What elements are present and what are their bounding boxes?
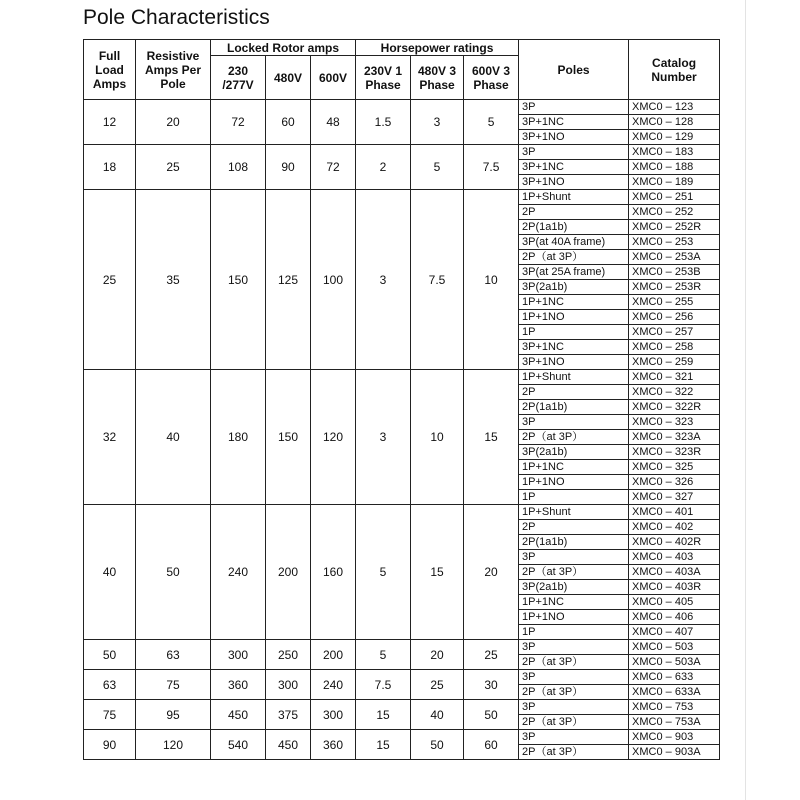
header-lr-480: 480V <box>266 56 311 100</box>
catalog-number-cell: XMC0 – 401 <box>629 505 720 520</box>
catalog-number-cell: XMC0 – 633A <box>629 685 720 700</box>
horsepower-480-cell: 20 <box>411 640 464 670</box>
locked-rotor-600-cell: 200 <box>311 640 356 670</box>
poles-cell: 2P(1a1b) <box>519 400 629 415</box>
locked-rotor-230-cell: 180 <box>211 370 266 505</box>
horsepower-600-cell: 30 <box>464 670 519 700</box>
catalog-number-cell: XMC0 – 326 <box>629 475 720 490</box>
page-title: Pole Characteristics <box>83 6 270 29</box>
horsepower-600-cell: 50 <box>464 700 519 730</box>
poles-cell: 2P(1a1b) <box>519 535 629 550</box>
header-hp-230: 230V 1 Phase <box>356 56 411 100</box>
locked-rotor-230-cell: 108 <box>211 145 266 190</box>
catalog-number-cell: XMC0 – 323A <box>629 430 720 445</box>
full-load-amps-cell: 12 <box>84 100 136 145</box>
poles-cell: 3P+1NC <box>519 160 629 175</box>
poles-cell: 3P+1NO <box>519 175 629 190</box>
poles-cell: 3P(2a1b) <box>519 280 629 295</box>
full-load-amps-cell: 25 <box>84 190 136 370</box>
catalog-number-cell: XMC0 – 327 <box>629 490 720 505</box>
header-lr-230: 230 /277V <box>211 56 266 100</box>
catalog-number-cell: XMC0 – 903A <box>629 745 720 760</box>
horsepower-230-cell: 1.5 <box>356 100 411 145</box>
poles-cell: 2P <box>519 205 629 220</box>
poles-cell: 1P+Shunt <box>519 190 629 205</box>
locked-rotor-230-cell: 300 <box>211 640 266 670</box>
table-row <box>84 730 720 745</box>
poles-cell: 1P+Shunt <box>519 370 629 385</box>
catalog-number-cell: XMC0 – 503A <box>629 655 720 670</box>
poles-cell: 3P(at 40A frame) <box>519 235 629 250</box>
catalog-number-cell: XMC0 – 128 <box>629 115 720 130</box>
locked-rotor-600-cell: 120 <box>311 370 356 505</box>
poles-cell: 1P <box>519 325 629 340</box>
poles-cell: 1P+1NC <box>519 295 629 310</box>
locked-rotor-480-cell: 300 <box>266 670 311 700</box>
poles-cell: 3P <box>519 100 629 115</box>
locked-rotor-480-cell: 450 <box>266 730 311 760</box>
catalog-number-cell: XMC0 – 405 <box>629 595 720 610</box>
catalog-number-cell: XMC0 – 406 <box>629 610 720 625</box>
poles-cell: 3P+1NC <box>519 340 629 355</box>
locked-rotor-230-cell: 360 <box>211 670 266 700</box>
catalog-number-cell: XMC0 – 253A <box>629 250 720 265</box>
catalog-number-cell: XMC0 – 325 <box>629 460 720 475</box>
poles-cell: 2P（at 3P） <box>519 250 629 265</box>
poles-cell: 3P <box>519 550 629 565</box>
poles-cell: 3P <box>519 145 629 160</box>
header-hp-600: 600V 3 Phase <box>464 56 519 100</box>
resistive-amps-cell: 75 <box>136 670 211 700</box>
pole-characteristics-table <box>83 39 720 760</box>
table-row <box>84 505 720 520</box>
horsepower-480-cell: 25 <box>411 670 464 700</box>
full-load-amps-cell: 50 <box>84 640 136 670</box>
horsepower-480-cell: 15 <box>411 505 464 640</box>
poles-cell: 1P <box>519 490 629 505</box>
poles-cell: 1P+1NC <box>519 460 629 475</box>
catalog-number-cell: XMC0 – 753A <box>629 715 720 730</box>
poles-cell: 2P（at 3P） <box>519 685 629 700</box>
poles-cell: 3P <box>519 730 629 745</box>
catalog-number-cell: XMC0 – 253 <box>629 235 720 250</box>
header-hp-480: 480V 3 Phase <box>411 56 464 100</box>
resistive-amps-cell: 20 <box>136 100 211 145</box>
catalog-number-cell: XMC0 – 753 <box>629 700 720 715</box>
locked-rotor-480-cell: 375 <box>266 700 311 730</box>
horsepower-230-cell: 7.5 <box>356 670 411 700</box>
locked-rotor-230-cell: 540 <box>211 730 266 760</box>
horsepower-600-cell: 25 <box>464 640 519 670</box>
horsepower-480-cell: 5 <box>411 145 464 190</box>
catalog-number-cell: XMC0 – 503 <box>629 640 720 655</box>
table-row <box>84 100 720 115</box>
horsepower-230-cell: 2 <box>356 145 411 190</box>
catalog-number-cell: XMC0 – 129 <box>629 130 720 145</box>
resistive-amps-cell: 63 <box>136 640 211 670</box>
header-horsepower-ratings: Horsepower ratings <box>356 40 519 56</box>
horsepower-230-cell: 3 <box>356 370 411 505</box>
full-load-amps-cell: 63 <box>84 670 136 700</box>
catalog-number-cell: XMC0 – 253R <box>629 280 720 295</box>
table-row <box>84 640 720 655</box>
full-load-amps-cell: 75 <box>84 700 136 730</box>
locked-rotor-600-cell: 72 <box>311 145 356 190</box>
resistive-amps-cell: 35 <box>136 190 211 370</box>
poles-cell: 2P(1a1b) <box>519 220 629 235</box>
catalog-number-cell: XMC0 – 403R <box>629 580 720 595</box>
header-lr-600: 600V <box>311 56 356 100</box>
table-body <box>84 100 720 760</box>
catalog-number-cell: XMC0 – 183 <box>629 145 720 160</box>
catalog-number-cell: XMC0 – 323 <box>629 415 720 430</box>
table-row <box>84 700 720 715</box>
resistive-amps-cell: 50 <box>136 505 211 640</box>
poles-cell: 1P+1NO <box>519 310 629 325</box>
poles-cell: 1P+1NO <box>519 475 629 490</box>
poles-cell: 3P(at 25A frame) <box>519 265 629 280</box>
locked-rotor-600-cell: 160 <box>311 505 356 640</box>
horsepower-600-cell: 5 <box>464 100 519 145</box>
catalog-number-cell: XMC0 – 188 <box>629 160 720 175</box>
poles-cell: 2P（at 3P） <box>519 430 629 445</box>
locked-rotor-600-cell: 48 <box>311 100 356 145</box>
catalog-number-cell: XMC0 – 259 <box>629 355 720 370</box>
locked-rotor-480-cell: 90 <box>266 145 311 190</box>
catalog-number-cell: XMC0 – 189 <box>629 175 720 190</box>
poles-cell: 2P（at 3P） <box>519 565 629 580</box>
catalog-number-cell: XMC0 – 251 <box>629 190 720 205</box>
poles-cell: 3P <box>519 700 629 715</box>
poles-cell: 3P(2a1b) <box>519 580 629 595</box>
horsepower-230-cell: 5 <box>356 640 411 670</box>
header-catalog-number: Catalog Number <box>629 40 720 100</box>
page-edge-divider <box>745 0 746 800</box>
locked-rotor-480-cell: 60 <box>266 100 311 145</box>
catalog-number-cell: XMC0 – 258 <box>629 340 720 355</box>
catalog-number-cell: XMC0 – 123 <box>629 100 720 115</box>
locked-rotor-480-cell: 125 <box>266 190 311 370</box>
poles-cell: 2P（at 3P） <box>519 715 629 730</box>
resistive-amps-cell: 120 <box>136 730 211 760</box>
horsepower-230-cell: 5 <box>356 505 411 640</box>
locked-rotor-230-cell: 450 <box>211 700 266 730</box>
header-poles: Poles <box>519 40 629 100</box>
horsepower-480-cell: 40 <box>411 700 464 730</box>
poles-cell: 1P+Shunt <box>519 505 629 520</box>
catalog-number-cell: XMC0 – 323R <box>629 445 720 460</box>
horsepower-600-cell: 60 <box>464 730 519 760</box>
locked-rotor-600-cell: 360 <box>311 730 356 760</box>
table-row <box>84 145 720 160</box>
catalog-number-cell: XMC0 – 633 <box>629 670 720 685</box>
locked-rotor-230-cell: 240 <box>211 505 266 640</box>
horsepower-480-cell: 10 <box>411 370 464 505</box>
catalog-number-cell: XMC0 – 252R <box>629 220 720 235</box>
table-row <box>84 670 720 685</box>
catalog-number-cell: XMC0 – 407 <box>629 625 720 640</box>
table-row <box>84 370 720 385</box>
poles-cell: 2P <box>519 520 629 535</box>
poles-cell: 3P <box>519 415 629 430</box>
poles-cell: 3P+1NO <box>519 355 629 370</box>
locked-rotor-600-cell: 100 <box>311 190 356 370</box>
full-load-amps-cell: 32 <box>84 370 136 505</box>
poles-cell: 3P <box>519 670 629 685</box>
catalog-number-cell: XMC0 – 402 <box>629 520 720 535</box>
horsepower-600-cell: 7.5 <box>464 145 519 190</box>
catalog-number-cell: XMC0 – 903 <box>629 730 720 745</box>
horsepower-480-cell: 50 <box>411 730 464 760</box>
poles-cell: 1P <box>519 625 629 640</box>
full-load-amps-cell: 18 <box>84 145 136 190</box>
horsepower-230-cell: 3 <box>356 190 411 370</box>
catalog-number-cell: XMC0 – 322 <box>629 385 720 400</box>
poles-cell: 3P+1NC <box>519 115 629 130</box>
catalog-number-cell: XMC0 – 403A <box>629 565 720 580</box>
horsepower-600-cell: 20 <box>464 505 519 640</box>
horsepower-230-cell: 15 <box>356 730 411 760</box>
catalog-number-cell: XMC0 – 321 <box>629 370 720 385</box>
full-load-amps-cell: 90 <box>84 730 136 760</box>
locked-rotor-480-cell: 150 <box>266 370 311 505</box>
poles-cell: 3P+1NO <box>519 130 629 145</box>
table-row <box>84 190 720 205</box>
header-locked-rotor-amps: Locked Rotor amps <box>211 40 356 56</box>
horsepower-480-cell: 3 <box>411 100 464 145</box>
header-resistive-amps: Resistive Amps Per Pole <box>136 40 211 100</box>
poles-cell: 2P（at 3P） <box>519 655 629 670</box>
locked-rotor-600-cell: 240 <box>311 670 356 700</box>
horsepower-600-cell: 10 <box>464 190 519 370</box>
full-load-amps-cell: 40 <box>84 505 136 640</box>
poles-cell: 3P <box>519 640 629 655</box>
header-full-load-amps: Full Load Amps <box>84 40 136 100</box>
horsepower-230-cell: 15 <box>356 700 411 730</box>
poles-cell: 3P(2a1b) <box>519 445 629 460</box>
locked-rotor-480-cell: 250 <box>266 640 311 670</box>
catalog-number-cell: XMC0 – 257 <box>629 325 720 340</box>
resistive-amps-cell: 40 <box>136 370 211 505</box>
poles-cell: 2P <box>519 385 629 400</box>
catalog-number-cell: XMC0 – 402R <box>629 535 720 550</box>
horsepower-480-cell: 7.5 <box>411 190 464 370</box>
locked-rotor-600-cell: 300 <box>311 700 356 730</box>
locked-rotor-230-cell: 150 <box>211 190 266 370</box>
resistive-amps-cell: 25 <box>136 145 211 190</box>
resistive-amps-cell: 95 <box>136 700 211 730</box>
locked-rotor-480-cell: 200 <box>266 505 311 640</box>
catalog-number-cell: XMC0 – 255 <box>629 295 720 310</box>
poles-cell: 1P+1NC <box>519 595 629 610</box>
catalog-number-cell: XMC0 – 403 <box>629 550 720 565</box>
locked-rotor-230-cell: 72 <box>211 100 266 145</box>
catalog-number-cell: XMC0 – 256 <box>629 310 720 325</box>
poles-cell: 1P+1NO <box>519 610 629 625</box>
catalog-number-cell: XMC0 – 322R <box>629 400 720 415</box>
poles-cell: 2P（at 3P） <box>519 745 629 760</box>
catalog-number-cell: XMC0 – 253B <box>629 265 720 280</box>
horsepower-600-cell: 15 <box>464 370 519 505</box>
catalog-number-cell: XMC0 – 252 <box>629 205 720 220</box>
